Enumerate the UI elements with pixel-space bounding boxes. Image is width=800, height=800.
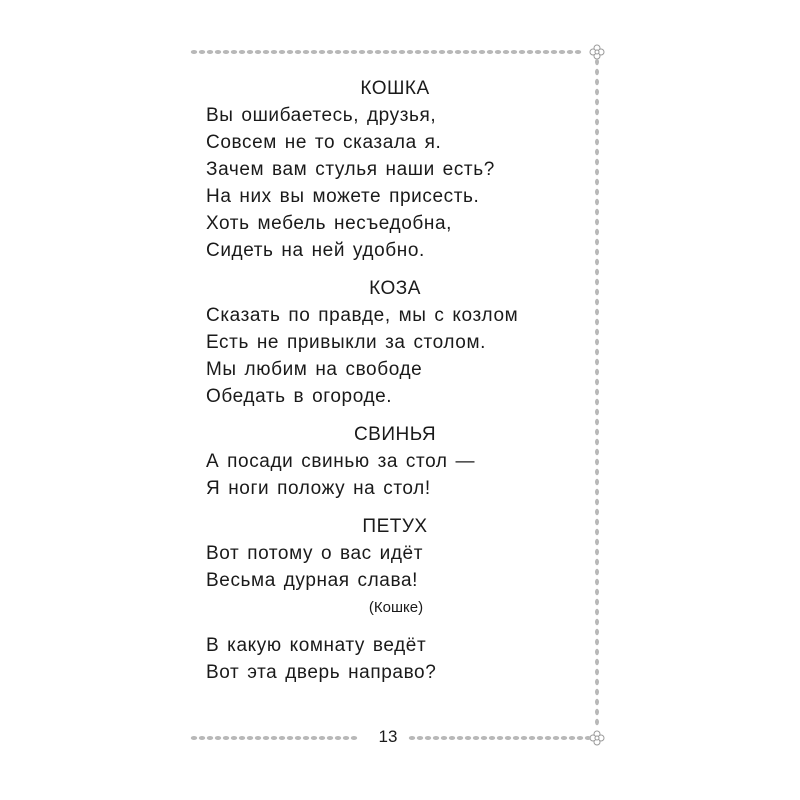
verse-line: Вот потому о вас идёт <box>206 543 423 564</box>
bottom-right-ornament-border <box>408 734 594 742</box>
speaker-heading: ПЕТУХ <box>362 516 428 537</box>
verse-line: Совсем не то сказала я. <box>206 132 442 153</box>
verse-line: Есть не привыкли за столом. <box>206 332 487 353</box>
verse-line: В какую комнату ведёт <box>206 635 427 656</box>
section-rooster <box>206 514 576 686</box>
section-cat <box>206 76 576 264</box>
verse-line: Я ноги положу на стол! <box>206 478 431 499</box>
section-pig <box>206 422 576 502</box>
right-ornament-border <box>592 58 602 728</box>
verse-line: Сказать по правде, мы с козлом <box>206 305 519 326</box>
verse-line: Сидеть на ней удобно. <box>206 240 425 261</box>
verse-line: Мы любим на свободе <box>206 359 423 380</box>
verse-line: Обедать в огороде. <box>206 386 393 407</box>
bottom-left-ornament-border <box>190 734 360 742</box>
section-goat <box>206 276 576 410</box>
play-text <box>206 76 576 686</box>
stage-direction: (Кошке) <box>368 599 424 616</box>
verse-line: Зачем вам стулья наши есть? <box>206 159 495 180</box>
speaker-heading: КОШКА <box>360 78 430 99</box>
verse-line: На них вы можете присесть. <box>206 186 480 207</box>
verse-line: Хоть мебель несъедобна, <box>206 213 453 234</box>
verse-line: Вы ошибаетесь, друзья, <box>206 105 437 126</box>
speaker-heading: КОЗА <box>369 278 421 299</box>
verse-line: А посади свинью за стол — <box>206 451 476 472</box>
speaker-heading: СВИНЬЯ <box>353 424 437 445</box>
verse-line: Вот эта дверь направо? <box>206 662 437 683</box>
top-ornament-border <box>190 48 594 56</box>
verse-line: Весьма дурная слава! <box>206 570 418 591</box>
page-number: 13 <box>378 727 398 746</box>
